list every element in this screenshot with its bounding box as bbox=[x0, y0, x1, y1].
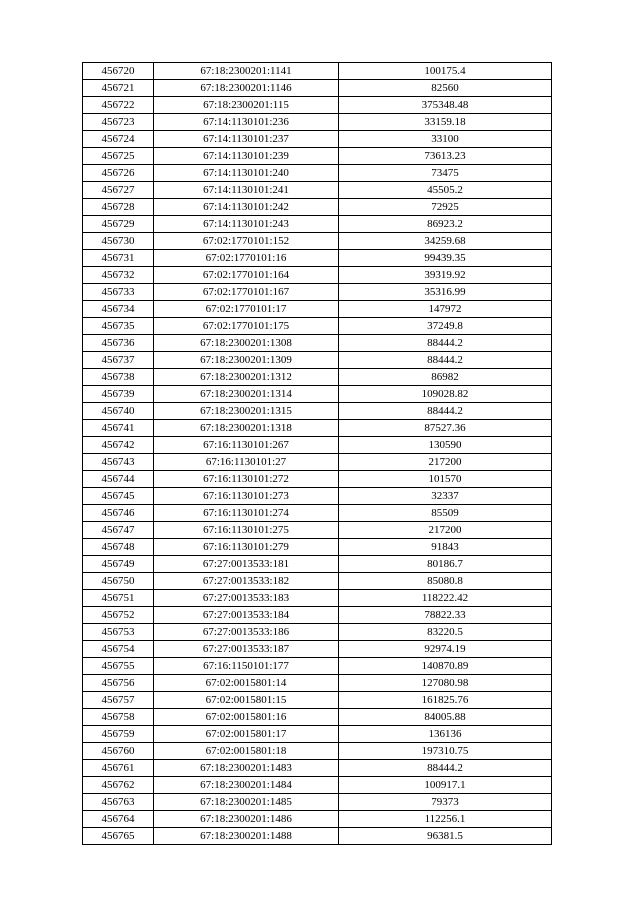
cadastral-number-cell: 67:14:1130101:239 bbox=[154, 148, 339, 165]
table-body bbox=[83, 63, 552, 845]
cadastral-number-cell: 67:16:1130101:275 bbox=[154, 522, 339, 539]
table-row bbox=[83, 726, 552, 743]
row-number-cell: 456728 bbox=[83, 199, 154, 216]
table-row bbox=[83, 420, 552, 437]
cadastral-number-cell: 67:27:0013533:181 bbox=[154, 556, 339, 573]
cadastral-number-cell: 67:02:0015801:16 bbox=[154, 709, 339, 726]
row-number-cell: 456764 bbox=[83, 811, 154, 828]
row-number-cell: 456750 bbox=[83, 573, 154, 590]
row-number-cell: 456760 bbox=[83, 743, 154, 760]
value-cell: 83220.5 bbox=[339, 624, 552, 641]
row-number-cell: 456747 bbox=[83, 522, 154, 539]
value-cell: 118222.42 bbox=[339, 590, 552, 607]
table-row bbox=[83, 675, 552, 692]
row-number-cell: 456731 bbox=[83, 250, 154, 267]
row-number-cell: 456752 bbox=[83, 607, 154, 624]
row-number-cell: 456726 bbox=[83, 165, 154, 182]
table-row bbox=[83, 165, 552, 182]
cadastral-number-cell: 67:16:1130101:267 bbox=[154, 437, 339, 454]
value-cell: 39319.92 bbox=[339, 267, 552, 284]
table-row bbox=[83, 250, 552, 267]
table-row bbox=[83, 386, 552, 403]
cadastral-number-cell: 67:18:2300201:1315 bbox=[154, 403, 339, 420]
value-cell: 34259.68 bbox=[339, 233, 552, 250]
value-cell: 32337 bbox=[339, 488, 552, 505]
row-number-cell: 456756 bbox=[83, 675, 154, 692]
cadastral-number-cell: 67:18:2300201:1314 bbox=[154, 386, 339, 403]
table-row bbox=[83, 573, 552, 590]
cadastral-number-cell: 67:27:0013533:186 bbox=[154, 624, 339, 641]
row-number-cell: 456753 bbox=[83, 624, 154, 641]
table-row bbox=[83, 658, 552, 675]
cadastral-number-cell: 67:18:2300201:115 bbox=[154, 97, 339, 114]
value-cell: 96381.5 bbox=[339, 828, 552, 845]
cadastral-number-cell: 67:27:0013533:182 bbox=[154, 573, 339, 590]
row-number-cell: 456735 bbox=[83, 318, 154, 335]
cadastral-number-cell: 67:18:2300201:1312 bbox=[154, 369, 339, 386]
cadastral-number-cell: 67:18:2300201:1485 bbox=[154, 794, 339, 811]
row-number-cell: 456763 bbox=[83, 794, 154, 811]
table-row bbox=[83, 318, 552, 335]
value-cell: 109028.82 bbox=[339, 386, 552, 403]
table-row bbox=[83, 454, 552, 471]
row-number-cell: 456751 bbox=[83, 590, 154, 607]
value-cell: 33159.18 bbox=[339, 114, 552, 131]
row-number-cell: 456745 bbox=[83, 488, 154, 505]
cadastral-number-cell: 67:16:1130101:273 bbox=[154, 488, 339, 505]
cadastral-number-cell: 67:14:1130101:241 bbox=[154, 182, 339, 199]
row-number-cell: 456724 bbox=[83, 131, 154, 148]
row-number-cell: 456749 bbox=[83, 556, 154, 573]
cadastral-number-cell: 67:02:1770101:152 bbox=[154, 233, 339, 250]
value-cell: 35316.99 bbox=[339, 284, 552, 301]
cadastral-number-cell: 67:02:0015801:18 bbox=[154, 743, 339, 760]
table-row bbox=[83, 335, 552, 352]
value-cell: 85080.8 bbox=[339, 573, 552, 590]
row-number-cell: 456742 bbox=[83, 437, 154, 454]
row-number-cell: 456740 bbox=[83, 403, 154, 420]
value-cell: 88444.2 bbox=[339, 760, 552, 777]
cadastral-number-cell: 67:02:1770101:16 bbox=[154, 250, 339, 267]
value-cell: 217200 bbox=[339, 454, 552, 471]
table-row bbox=[83, 182, 552, 199]
value-cell: 88444.2 bbox=[339, 352, 552, 369]
table-row bbox=[83, 471, 552, 488]
cadastral-number-cell: 67:16:1130101:274 bbox=[154, 505, 339, 522]
value-cell: 80186.7 bbox=[339, 556, 552, 573]
table-row bbox=[83, 590, 552, 607]
row-number-cell: 456741 bbox=[83, 420, 154, 437]
cadastral-number-cell: 67:18:2300201:1309 bbox=[154, 352, 339, 369]
row-number-cell: 456727 bbox=[83, 182, 154, 199]
row-number-cell: 456720 bbox=[83, 63, 154, 80]
row-number-cell: 456732 bbox=[83, 267, 154, 284]
table-row bbox=[83, 63, 552, 80]
value-cell: 79373 bbox=[339, 794, 552, 811]
value-cell: 100175.4 bbox=[339, 63, 552, 80]
cadastral-number-cell: 67:02:0015801:14 bbox=[154, 675, 339, 692]
table-row bbox=[83, 284, 552, 301]
value-cell: 99439.35 bbox=[339, 250, 552, 267]
value-cell: 86982 bbox=[339, 369, 552, 386]
cadastral-number-cell: 67:18:2300201:1308 bbox=[154, 335, 339, 352]
value-cell: 88444.2 bbox=[339, 403, 552, 420]
row-number-cell: 456722 bbox=[83, 97, 154, 114]
table-row bbox=[83, 743, 552, 760]
cadastral-number-cell: 67:14:1130101:243 bbox=[154, 216, 339, 233]
cadastral-number-cell: 67:14:1130101:237 bbox=[154, 131, 339, 148]
data-table bbox=[82, 62, 552, 845]
table-row bbox=[83, 539, 552, 556]
row-number-cell: 456725 bbox=[83, 148, 154, 165]
table-row bbox=[83, 811, 552, 828]
value-cell: 82560 bbox=[339, 80, 552, 97]
row-number-cell: 456761 bbox=[83, 760, 154, 777]
cadastral-number-cell: 67:27:0013533:184 bbox=[154, 607, 339, 624]
cadastral-number-cell: 67:16:1130101:27 bbox=[154, 454, 339, 471]
value-cell: 33100 bbox=[339, 131, 552, 148]
table-row bbox=[83, 114, 552, 131]
value-cell: 217200 bbox=[339, 522, 552, 539]
table-row bbox=[83, 148, 552, 165]
row-number-cell: 456739 bbox=[83, 386, 154, 403]
cadastral-number-cell: 67:02:0015801:15 bbox=[154, 692, 339, 709]
table-row bbox=[83, 624, 552, 641]
value-cell: 140870.89 bbox=[339, 658, 552, 675]
value-cell: 92974.19 bbox=[339, 641, 552, 658]
cadastral-number-cell: 67:16:1130101:279 bbox=[154, 539, 339, 556]
table-row bbox=[83, 97, 552, 114]
row-number-cell: 456743 bbox=[83, 454, 154, 471]
value-cell: 86923.2 bbox=[339, 216, 552, 233]
table-row bbox=[83, 709, 552, 726]
row-number-cell: 456759 bbox=[83, 726, 154, 743]
cadastral-number-cell: 67:18:2300201:1486 bbox=[154, 811, 339, 828]
row-number-cell: 456737 bbox=[83, 352, 154, 369]
cadastral-number-cell: 67:14:1130101:236 bbox=[154, 114, 339, 131]
row-number-cell: 456729 bbox=[83, 216, 154, 233]
table-row bbox=[83, 828, 552, 845]
row-number-cell: 456748 bbox=[83, 539, 154, 556]
cadastral-number-cell: 67:02:1770101:175 bbox=[154, 318, 339, 335]
row-number-cell: 456738 bbox=[83, 369, 154, 386]
table-row bbox=[83, 607, 552, 624]
table-row bbox=[83, 522, 552, 539]
table-row bbox=[83, 233, 552, 250]
row-number-cell: 456757 bbox=[83, 692, 154, 709]
row-number-cell: 456744 bbox=[83, 471, 154, 488]
cadastral-number-cell: 67:14:1130101:242 bbox=[154, 199, 339, 216]
cadastral-number-cell: 67:02:1770101:17 bbox=[154, 301, 339, 318]
row-number-cell: 456746 bbox=[83, 505, 154, 522]
cadastral-number-cell: 67:27:0013533:187 bbox=[154, 641, 339, 658]
table-row bbox=[83, 267, 552, 284]
table-row bbox=[83, 794, 552, 811]
cadastral-number-cell: 67:18:2300201:1318 bbox=[154, 420, 339, 437]
value-cell: 127080.98 bbox=[339, 675, 552, 692]
table-row bbox=[83, 80, 552, 97]
table-row bbox=[83, 777, 552, 794]
table-row bbox=[83, 131, 552, 148]
cadastral-number-cell: 67:02:1770101:164 bbox=[154, 267, 339, 284]
value-cell: 161825.76 bbox=[339, 692, 552, 709]
row-number-cell: 456762 bbox=[83, 777, 154, 794]
table-row bbox=[83, 505, 552, 522]
value-cell: 85509 bbox=[339, 505, 552, 522]
value-cell: 78822.33 bbox=[339, 607, 552, 624]
cadastral-number-cell: 67:18:2300201:1488 bbox=[154, 828, 339, 845]
table-row bbox=[83, 216, 552, 233]
row-number-cell: 456734 bbox=[83, 301, 154, 318]
row-number-cell: 456736 bbox=[83, 335, 154, 352]
table-row bbox=[83, 403, 552, 420]
value-cell: 88444.2 bbox=[339, 335, 552, 352]
table-row bbox=[83, 692, 552, 709]
value-cell: 45505.2 bbox=[339, 182, 552, 199]
value-cell: 37249.8 bbox=[339, 318, 552, 335]
row-number-cell: 456730 bbox=[83, 233, 154, 250]
value-cell: 197310.75 bbox=[339, 743, 552, 760]
cadastral-number-cell: 67:18:2300201:1146 bbox=[154, 80, 339, 97]
cadastral-number-cell: 67:27:0013533:183 bbox=[154, 590, 339, 607]
value-cell: 91843 bbox=[339, 539, 552, 556]
value-cell: 147972 bbox=[339, 301, 552, 318]
value-cell: 375348.48 bbox=[339, 97, 552, 114]
cadastral-number-cell: 67:18:2300201:1483 bbox=[154, 760, 339, 777]
value-cell: 73613.23 bbox=[339, 148, 552, 165]
row-number-cell: 456755 bbox=[83, 658, 154, 675]
table-row bbox=[83, 199, 552, 216]
row-number-cell: 456721 bbox=[83, 80, 154, 97]
cadastral-number-cell: 67:02:0015801:17 bbox=[154, 726, 339, 743]
value-cell: 130590 bbox=[339, 437, 552, 454]
table-row bbox=[83, 369, 552, 386]
cadastral-number-cell: 67:16:1130101:272 bbox=[154, 471, 339, 488]
value-cell: 87527.36 bbox=[339, 420, 552, 437]
row-number-cell: 456758 bbox=[83, 709, 154, 726]
row-number-cell: 456733 bbox=[83, 284, 154, 301]
value-cell: 136136 bbox=[339, 726, 552, 743]
cadastral-number-cell: 67:14:1130101:240 bbox=[154, 165, 339, 182]
cadastral-number-cell: 67:02:1770101:167 bbox=[154, 284, 339, 301]
cadastral-number-cell: 67:16:1150101:177 bbox=[154, 658, 339, 675]
table-row bbox=[83, 556, 552, 573]
table-row bbox=[83, 641, 552, 658]
value-cell: 73475 bbox=[339, 165, 552, 182]
row-number-cell: 456723 bbox=[83, 114, 154, 131]
row-number-cell: 456754 bbox=[83, 641, 154, 658]
value-cell: 112256.1 bbox=[339, 811, 552, 828]
row-number-cell: 456765 bbox=[83, 828, 154, 845]
table-row bbox=[83, 437, 552, 454]
value-cell: 101570 bbox=[339, 471, 552, 488]
cadastral-number-cell: 67:18:2300201:1141 bbox=[154, 63, 339, 80]
table-row bbox=[83, 488, 552, 505]
value-cell: 84005.88 bbox=[339, 709, 552, 726]
value-cell: 100917.1 bbox=[339, 777, 552, 794]
table-row bbox=[83, 301, 552, 318]
table-row bbox=[83, 352, 552, 369]
cadastral-number-cell: 67:18:2300201:1484 bbox=[154, 777, 339, 794]
value-cell: 72925 bbox=[339, 199, 552, 216]
table-row bbox=[83, 760, 552, 777]
